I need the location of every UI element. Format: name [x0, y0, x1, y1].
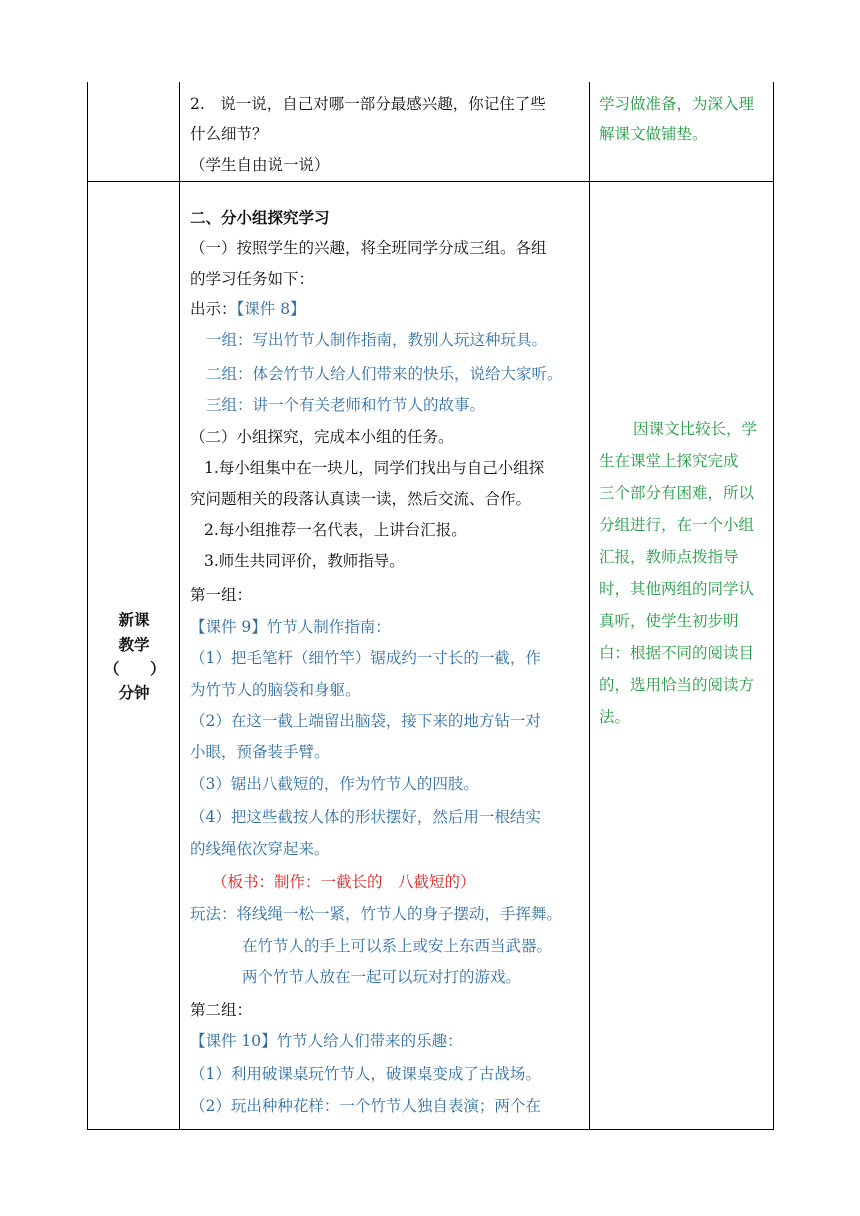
- board-note: （板书：制作：一截长的 八截短的）: [212, 873, 476, 891]
- step-s4-line2: 的线绳依次穿起来。: [190, 840, 330, 858]
- step3: 3.师生共同评价，教师指导。: [204, 552, 405, 570]
- step-s3: （3）锯出八截短的，作为竹节人的四肢。: [190, 775, 479, 793]
- p1-line1: （一）按照学生的兴趣，将全班同学分成三组。各组: [190, 239, 547, 257]
- courseware-8-tag: 【课件 8】: [236, 300, 306, 318]
- top-note-line1: 学习做准备，为深入理: [599, 95, 755, 113]
- note-line6: 时，其他两组的同学认: [599, 580, 755, 598]
- play-line1: 玩法：将线绳一松一紧，竹节人的身子摆动，手挥舞。: [190, 905, 563, 923]
- show-prefix: 出示：: [190, 300, 237, 318]
- p1-line2: 的学习任务如下：: [190, 270, 315, 288]
- note-line3: 三个部分有困难，所以: [599, 484, 755, 502]
- section-label-line2: 教学: [118, 635, 150, 654]
- step-s2-line1: （2）在这一截上端留出脑袋，接下来的地方钻一对: [190, 712, 541, 730]
- step-s1-line1: （1）把毛笔杆（细竹竿）锯成约一寸长的一截，作: [190, 649, 541, 667]
- note-line2: 生在课堂上探究完成: [599, 452, 739, 470]
- step1-line1: 1.每小组集中在一块儿，同学们找出与自己小组探: [204, 459, 545, 477]
- second-group-heading: 第二组：: [190, 1001, 253, 1019]
- step1-line2: 究问题相关的段落认真读一读，然后交流、合作。: [190, 490, 532, 508]
- show-line: [190, 299, 306, 319]
- first-group-heading: 第一组：: [190, 586, 253, 604]
- note-line7: 真听，使学生初步明: [599, 612, 739, 630]
- item2-line1: 2. 说一说，自己对哪一部分最感兴趣，你记住了些: [190, 95, 546, 113]
- step-s1-line2: 为竹节人的脑袋和身躯。: [190, 681, 361, 699]
- step-s2-line2: 小眼，预备装手臂。: [190, 743, 330, 761]
- joy-line1: （1）利用破课桌玩竹节人，破课桌变成了古战场。: [190, 1065, 541, 1083]
- joy-line2: （2）玩出种种花样：一个竹节人独自表演；两个在: [190, 1097, 541, 1115]
- item2-line2: 什么细节？: [190, 125, 268, 143]
- item2-note: （学生自由说一说）: [190, 156, 330, 174]
- step-s4-line1: （4）把这些截按人体的形状摆好，然后用一根结实: [190, 808, 541, 826]
- top-note-line2: 解课文做铺垫。: [599, 125, 708, 143]
- group2-task: 二组：体会竹节人给人们带来的快乐，说给大家听。: [206, 365, 563, 383]
- table-border-col1: [179, 82, 180, 1130]
- play-line3: 两个竹节人放在一起可以玩对打的游戏。: [242, 968, 522, 986]
- p2: （二）小组探究，完成本小组的任务。: [190, 428, 454, 446]
- step2: 2.每小组推荐一名代表，上讲台汇报。: [204, 521, 467, 539]
- table-border-col2: [589, 82, 590, 1130]
- table-row-divider: [87, 181, 774, 182]
- note-line9: 的，选用恰当的阅读方: [599, 676, 755, 694]
- group3-task: 三组：讲一个有关老师和竹节人的故事。: [206, 396, 486, 414]
- section-label-line1: 新课: [118, 610, 150, 629]
- group1-task: 一组：写出竹节人制作指南，教别人玩这种玩具。: [206, 331, 548, 349]
- note-line10: 法。: [599, 708, 631, 726]
- table-border-left: [87, 82, 88, 1130]
- table-border-right: [773, 82, 774, 1130]
- section-heading: 二、分小组探究学习: [190, 208, 330, 227]
- note-line8: 白：根据不同的阅读目: [599, 644, 755, 662]
- courseware-9-title: 【课件 9】竹节人制作指南：: [190, 618, 391, 636]
- play-line2: 在竹节人的手上可以系上或安上东西当武器。: [242, 937, 553, 955]
- note-line1: 因课文比较长，学: [633, 420, 758, 438]
- section-label-line4: 分钟: [118, 683, 150, 702]
- note-line5: 汇报，教师点拨指导: [599, 548, 739, 566]
- table-border-bottom: [87, 1129, 774, 1130]
- section-label-paren-close: ）: [150, 659, 166, 678]
- section-label-paren-open: （: [104, 659, 120, 678]
- courseware-10-title: 【课件 10】竹节人给人们带来的乐趣：: [190, 1032, 463, 1050]
- note-line4: 分组进行，在一个小组: [599, 516, 755, 534]
